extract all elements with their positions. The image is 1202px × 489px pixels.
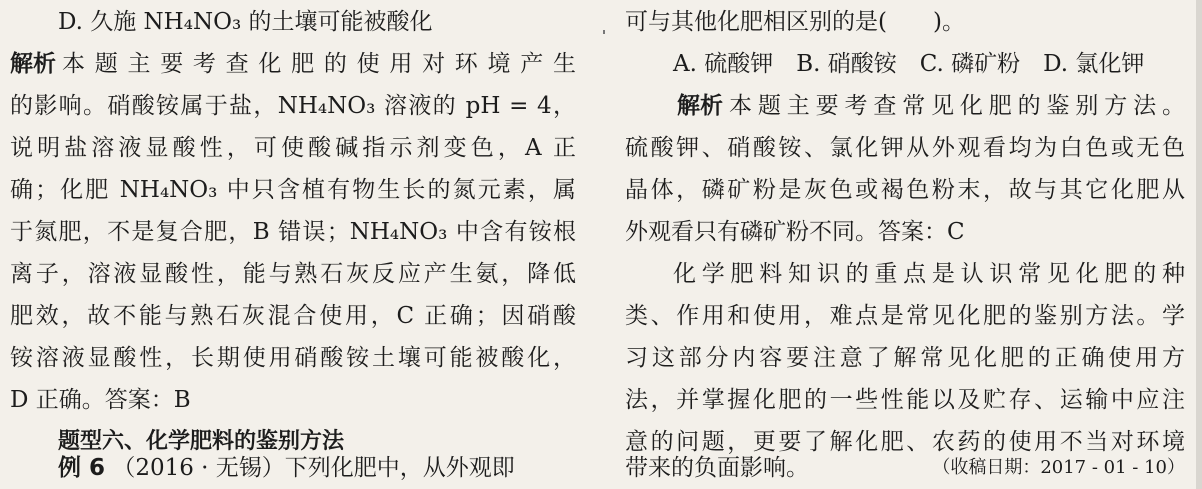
summary-line: 意的问题，更要了解化肥、农药的使用不当对环境 [625, 429, 1185, 455]
paragraph-line: 说明盐溶液显酸性，可使酸碱指示剂变色，A 正 [10, 135, 576, 161]
paragraph-line: 确；化肥 NH₄NO₃ 中只含植有物生长的氮元素，属 [10, 177, 576, 203]
paragraph-line: 肥效，故不能与熟石灰混合使用，C 正确；因硝酸 [10, 303, 576, 329]
paragraph-line: 铵溶液显酸性，长期使用硝酸铵土壤可能被酸化， [10, 345, 576, 371]
analysis-text: 本题主要考查常见化肥的鉴别方法。 [729, 93, 1185, 119]
column-divider-mark [603, 30, 605, 34]
summary-line: 类、作用和使用，难点是常见化肥的鉴别方法。学 [625, 303, 1185, 329]
paragraph-line: 于氮肥，不是复合肥，B 错误；NH₄NO₃ 中含有铵根 [10, 219, 576, 245]
example-label: 例 6 [58, 455, 106, 481]
analysis-text: 本题主要考查化肥的使用对环境产生 [62, 51, 576, 77]
paragraph-line: 晶体，磷矿粉是灰色或褐色粉末，故与其它化肥从 [625, 177, 1185, 203]
analysis-label: 解析 [10, 51, 56, 77]
analysis-line [625, 87, 1185, 125]
section-heading: 题型六、化学肥料的鉴别方法 [58, 429, 345, 454]
summary-line: 习这部分内容要注意了解常见化肥的正确使用方 [625, 345, 1185, 371]
paragraph-line: 外观看只有磷矿粉不同。答案：C [625, 219, 965, 245]
example-text: （2016 · 无锡）下列化肥中，从外观即 [112, 455, 515, 481]
paragraph-line: 硫酸钾、硝酸铵、氯化钾从外观看均为白色或无色 [625, 135, 1185, 161]
summary-text: 带来的负面影响。 [625, 455, 809, 481]
choices-line: A. 硫酸钾 B. 硝酸铵 C. 磷矿粉 D. 氯化钾 [673, 51, 1145, 77]
question-line: 可与其他化肥相区别的是( )。 [625, 9, 965, 35]
analysis-line [10, 45, 576, 83]
paragraph-line: 离子，溶液显酸性，能与熟石灰反应产生氨，降低 [10, 261, 576, 287]
option-d-line: D. 久施 NH₄NO₃ 的土壤可能被酸化 [58, 9, 433, 35]
received-date: （收稿日期：2017 - 01 - 10） [932, 457, 1185, 478]
summary-line: 化学肥料知识的重点是认识常见化肥的种 [673, 261, 1185, 287]
paragraph-line: D 正确。答案：B [10, 387, 191, 413]
example-line [10, 449, 576, 487]
analysis-label: 解析 [677, 93, 723, 119]
summary-last-line [625, 449, 1185, 487]
paragraph-line: 的影响。硝酸铵属于盐，NH₄NO₃ 溶液的 pH = 4， [10, 93, 576, 119]
summary-line: 法，并掌握化肥的一些性能以及贮存、运输中应注 [625, 387, 1185, 413]
page-edge [1196, 0, 1202, 489]
